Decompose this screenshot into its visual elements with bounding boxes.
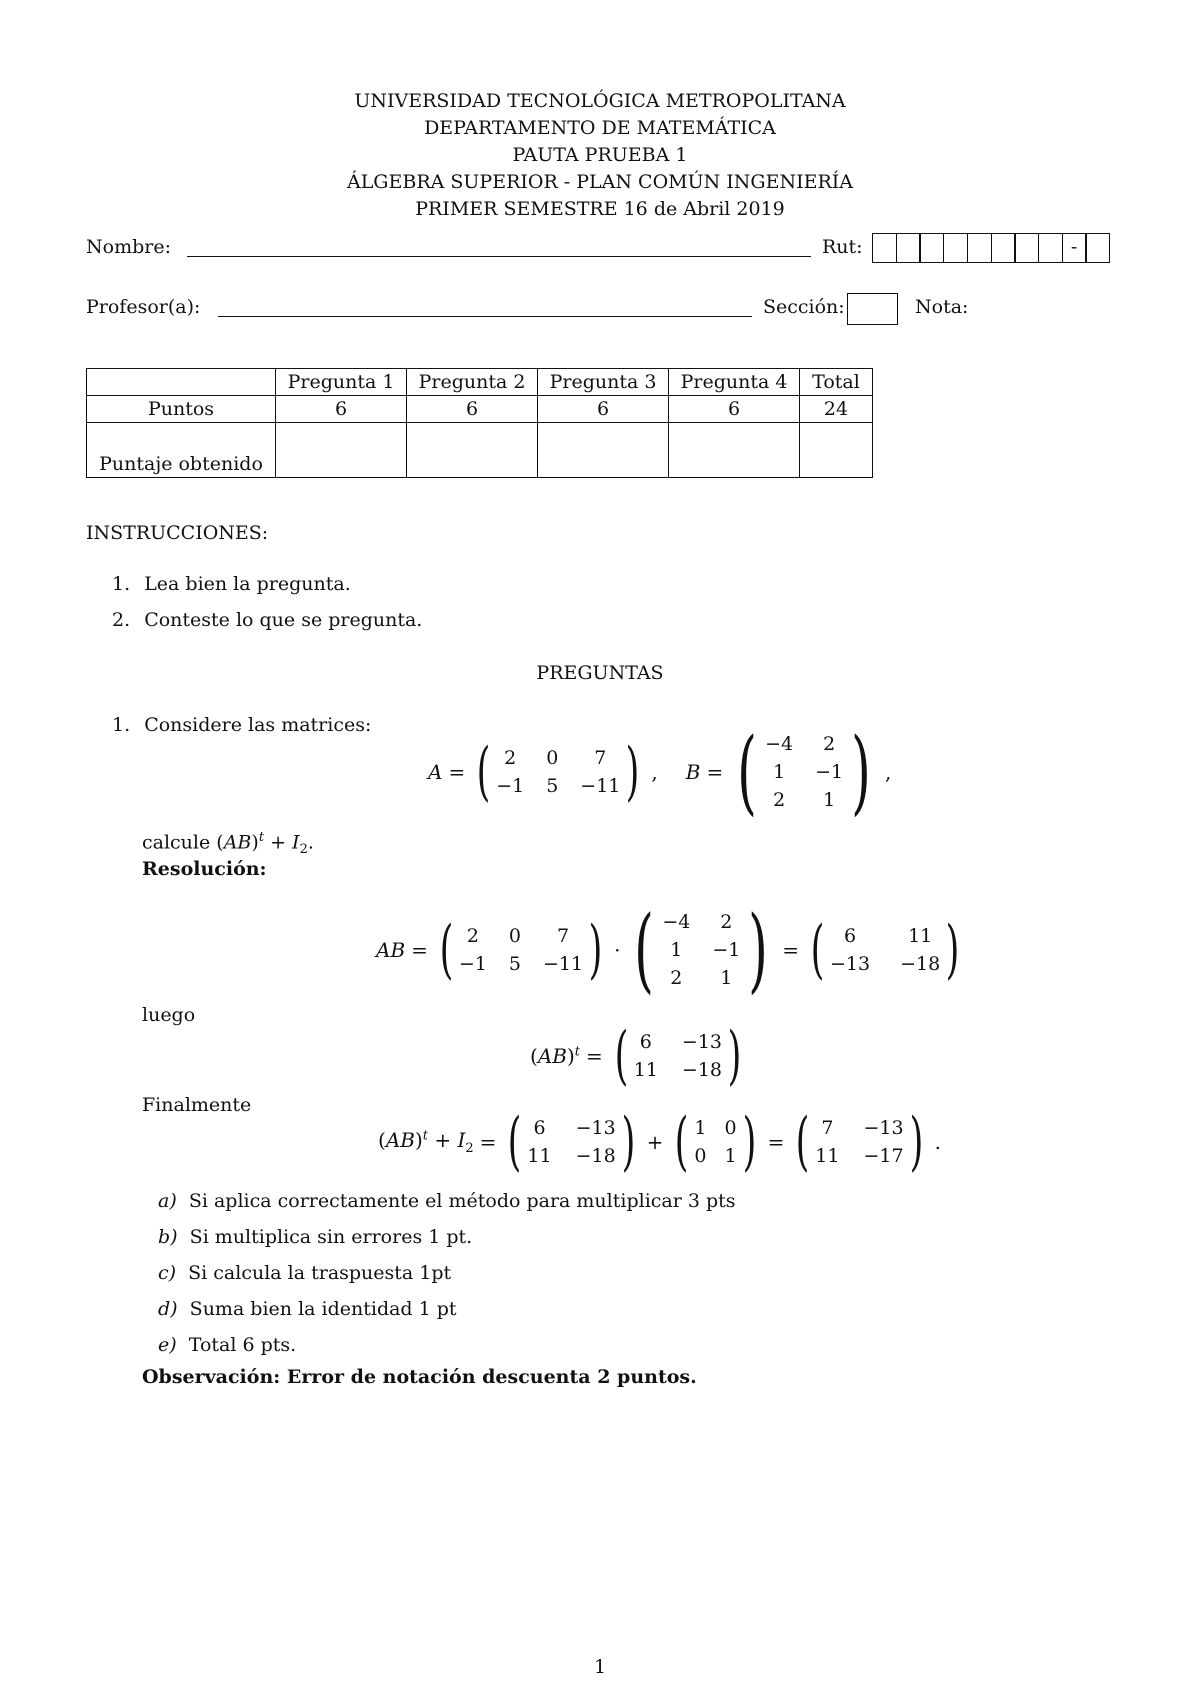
rut-digit-box[interactable] <box>872 233 897 263</box>
instructions-title: INSTRUCCIONES: <box>86 522 269 544</box>
row-label: Puntos <box>87 396 276 423</box>
header-exam: PAUTA PRUEBA 1 <box>512 144 688 166</box>
row-label: Puntaje obtenido <box>87 423 276 478</box>
matrix-AB: ( 6 11 −13 −18 ) <box>810 913 960 987</box>
luego-text: luego <box>142 1004 196 1026</box>
question-number: 1. <box>112 714 131 736</box>
instruction-item <box>112 573 351 595</box>
criteria-list <box>158 1183 736 1363</box>
matrix-final: ( 7 −13 11 −17 ) <box>795 1105 923 1179</box>
document-header <box>0 88 1200 223</box>
profesor-field[interactable] <box>218 316 752 317</box>
seccion-label: Sección: <box>763 296 845 318</box>
profesor-label: Profesor(a): <box>86 296 201 318</box>
identity-matrix: ( 1 0 0 1 ) <box>675 1105 756 1179</box>
rut-digit-box[interactable] <box>943 233 968 263</box>
table-header-cell: Total <box>800 369 873 396</box>
question-text: Considere las matrices: <box>144 714 372 736</box>
matrix-ABt: ( 6 −13 11 −18 ) <box>614 1019 742 1093</box>
table-header-cell: Pregunta 3 <box>538 369 669 396</box>
table-cell: 6 <box>538 396 669 423</box>
table-row-obtenido <box>87 423 873 478</box>
rut-dash: - <box>1062 233 1087 263</box>
table-cell: 6 <box>669 396 800 423</box>
score-input-cell[interactable] <box>669 423 800 478</box>
question-1-statement <box>112 714 371 736</box>
table-header-cell: Pregunta 1 <box>276 369 407 396</box>
table-cell: 24 <box>800 396 873 423</box>
matrix-B: ( −4 2 1 −1 2 1 ) <box>737 718 871 825</box>
criteria-item: a) Si aplica correctamente el método para multiplicar 3 pts <box>158 1190 736 1212</box>
header-course: ÁLGEBRA SUPERIOR - PLAN COMÚN INGENIERÍA <box>346 171 854 193</box>
resolution-label: Resolución: <box>142 858 267 880</box>
header-department: DEPARTAMENTO DE MATEMÁTICA <box>424 117 776 139</box>
nombre-label: Nombre: <box>86 236 171 258</box>
rut-label: Rut: <box>822 236 863 258</box>
criteria-item: c) Si calcula la traspuesta 1pt <box>158 1262 452 1284</box>
matrices-definition: A = ( 2 0 7 −1 5 −11 ) , B = ( −4 2 1 −1 2 1 ) , <box>428 718 892 825</box>
rut-field[interactable] <box>872 233 1110 263</box>
questions-title: PREGUNTAS <box>536 662 664 684</box>
header-university: UNIVERSIDAD TECNOLÓGICA METROPOLITANA <box>354 90 846 112</box>
nota-label: Nota: <box>915 296 969 318</box>
rut-digit-box[interactable] <box>1038 233 1063 263</box>
matrix-A: ( 2 0 7 −1 5 −11 ) <box>476 735 640 809</box>
header-date: PRIMER SEMESTRE 16 de Abril 2019 <box>415 198 785 220</box>
nombre-field[interactable] <box>187 256 811 257</box>
instruction-item <box>112 609 422 631</box>
score-input-cell[interactable] <box>276 423 407 478</box>
table-cell: 6 <box>276 396 407 423</box>
criteria-item: b) Si multiplica sin errores 1 pt. <box>158 1226 473 1248</box>
page-number: 1 <box>593 1656 607 1678</box>
transpose-equation: (AB)$^t$ = ( 6 −13 11 −18 ) <box>530 1024 747 1088</box>
score-input-cell[interactable] <box>800 423 873 478</box>
seccion-box[interactable] <box>847 293 898 325</box>
rut-verifier-box[interactable] <box>1085 233 1110 263</box>
rut-digit-box[interactable] <box>991 233 1016 263</box>
table-row-puntos <box>87 396 873 423</box>
criteria-item: d) Suma bien la identidad 1 pt <box>158 1298 457 1320</box>
rut-digit-box[interactable] <box>967 233 992 263</box>
rut-digit-box[interactable] <box>919 233 944 263</box>
instruction-text: Lea bien la pregunta. <box>144 573 351 595</box>
item-number: 1. <box>112 573 131 595</box>
observation-text: Observación: Error de notación descuenta 2 puntos. <box>142 1366 697 1388</box>
table-header-cell: Pregunta 2 <box>407 369 538 396</box>
instruction-text: Conteste lo que se pregunta. <box>144 609 423 631</box>
product-equation: AB = ( 2 0 7 −1 5 −11 ) · ( −4 2 1 −1 2 1 ) = ( 6 11 −13 −18 ) <box>376 900 965 1000</box>
table-header-cell <box>87 369 276 396</box>
score-input-cell[interactable] <box>538 423 669 478</box>
item-number: 2. <box>112 609 131 631</box>
table-cell: 6 <box>407 396 538 423</box>
score-table-header <box>87 369 873 396</box>
score-input-cell[interactable] <box>407 423 538 478</box>
task-text: calcule $(AB)^t + I_2$. <box>142 830 314 858</box>
finalmente-text: Finalmente <box>142 1094 252 1116</box>
rut-digit-box[interactable] <box>1014 233 1039 263</box>
score-table <box>86 368 873 478</box>
final-equation: $(AB)^t + I_2$ = ( 6 −13 11 −18 ) + ( 1 0 0 1 ) = ( 7 −13 11 −17 ) . <box>378 1105 941 1179</box>
rut-digit-box[interactable] <box>896 233 921 263</box>
criteria-item: e) Total 6 pts. <box>158 1334 297 1356</box>
table-header-cell: Pregunta 4 <box>669 369 800 396</box>
